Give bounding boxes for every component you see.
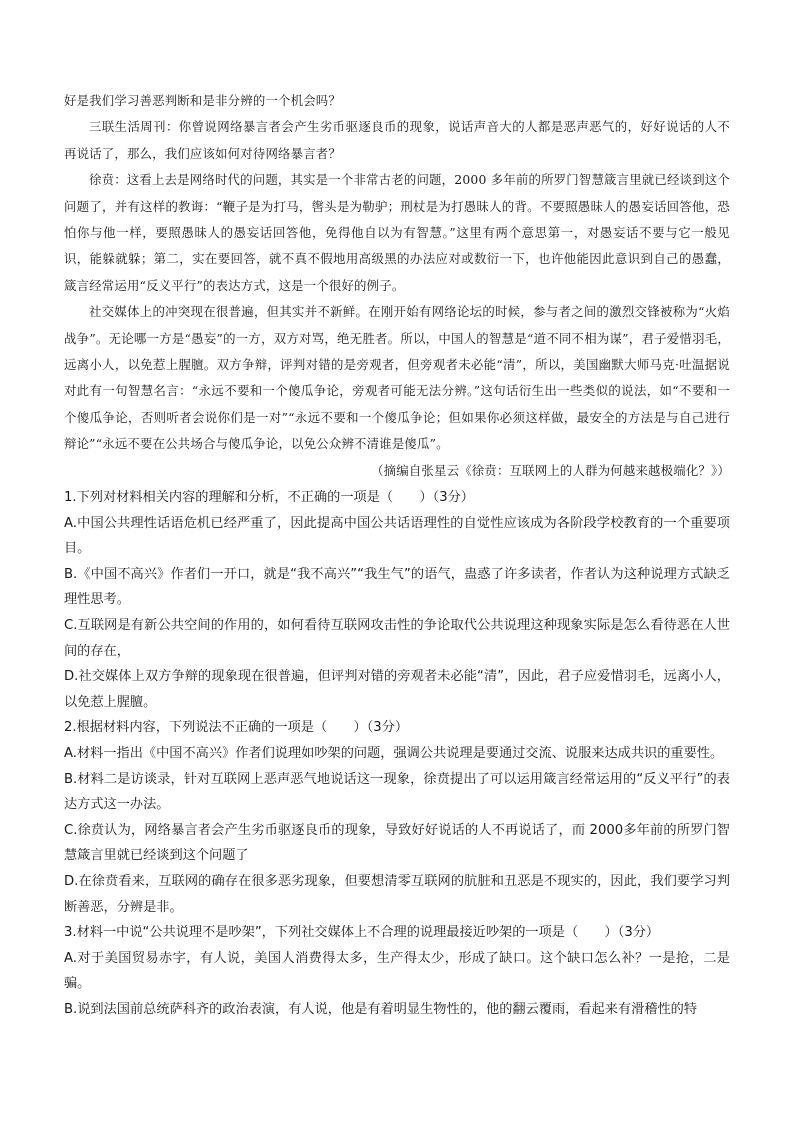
answer-option: D.社交媒体上双方争辩的现象现在很普遍，但评判对错的旁观者未必能“清”，因此，君子应爱惜羽毛，远离小人，以免惹上腥膻。 (64, 669, 730, 710)
question-stem: 2.根据材料内容，下列说法不正确的一项是（ ）（3分） (64, 720, 409, 736)
material-source: （摘编自张星云《徐贲：互联网上的人群为何越来越极端化？》） (371, 462, 730, 478)
answer-option: B.材料二是访谈录，针对互联网上恶声恶气地说话这一现象，徐贲提出了可以运用箴言经常运用的“反义平行”的表达方式这一办法。 (64, 771, 730, 813)
material-paragraph: 三联生活周刊：你曾说网络暴言者会产生劣币驱逐良币的现象，说话声音大的人都是恶声恶气的，好好说话的人不再说话了，那么，我们应该如何对待网络暴言者？ (64, 119, 730, 161)
document-page (64, 88, 730, 1023)
question-list (64, 485, 730, 1022)
material-paragraph: 社交媒体上的冲突现在很普遍，但其实并不新鲜。在刚开始有网络论坛的时候，参与者之间的激烈交锋被称为“火焰战争”。无论哪一方是“愚妄”的一方，双方对骂，绝无胜者。所以，中国人的智慧是“道不同不相为谋”，君子爱惜羽毛，远离小人，以免惹上腥膻。双方争辩，评判对错的是旁观者，但旁观者未必能“清”，所以，美国幽默大师马克·吐温据说对此有一句智慧名言：“永远不要和一个傻瓜争论，旁观者可能无法分辨。”这句话衍生出一些类似的说法，如“不要和一个傻瓜争论，否则听者会说你们是一对”“永远不要和一个傻瓜争论；但如果你必须这样做，最安全的方法是与自己进行辩论”“永远不要在公共场合与傻瓜争论，以免公众辨不清谁是傻瓜”。 (64, 304, 730, 452)
material-paragraph: 好是我们学习善恶判断和是非分辨的一个机会吗？ (64, 93, 341, 108)
material-paragraph: 徐贲：这看上去是网络时代的问题，其实是一个非常古老的问题，2000 多年前的所罗门智慧箴言里就已经谈到这个问题了，并有这样的教诲：“鞭子是为打马，辔头是为勒驴；刑杖是为打愚昧人的背。不要照愚昧人的愚妄话回答他，恐怕你与他一样，要照愚昧人的愚妄话回答他，免得他自以为有智慧。”这里有两个意思第一，对愚妄话不要与它一般见识，能躲就躲；第二，实在要回答，就不真不假地用高级黑的办法应对或数衍一下，也许他能因此意识到自己的愚蠢，箴言经常运用“反义平行”的表达方式，这是一个很好的例子。 (64, 172, 730, 293)
answer-option: B.《中国不高兴》作者们一开口，就是“我不高兴”“我生气”的语气，蛊惑了许多读者，作者认为这种说理方式缺乏理性思考。 (64, 566, 730, 608)
answer-option: A.中国公共理性话语危机已经严重了，因此提高中国公共话语理性的自觉性应该成为各阶段学校教育的一个重要项目。 (64, 515, 730, 557)
question-stem: 1.下列对材料相关内容的理解和分析，不正确的一项是（ ）（3分） (64, 490, 474, 506)
answer-option: A.材料一指出《中国不高兴》作者们说理如吵架的问题，强调公共说理是要通过交流、说服来达成共识的重要性。 (64, 746, 724, 762)
reading-material (64, 88, 730, 484)
answer-option: C.互联网是有新公共空间的作用的，如何看待互联网攻击性的争论取代公共说理这种现象实际是怎么看待恶在人世间的存在， (64, 618, 730, 659)
answer-option: D.在徐贲看来，互联网的确存在很多恶劣现象，但要想清零互联网的肮脏和丑恶是不现实的，因此，我们要学习判断善恶，分辨是非。 (64, 874, 730, 915)
answer-option: C.徐贲认为，网络暴言者会产生劣币驱逐良币的现象，导致好好说话的人不再说话了，而 2000多年前的所罗门智慧箴言里就已经谈到这个问题了 (64, 822, 730, 864)
answer-option: A.对于美国贸易赤字，有人说，美国人消费得太多，生产得太少，形成了缺口。这个缺口怎么补？一是抢，二是骗。 (64, 950, 730, 992)
question-stem: 3.材料一中说“公共说理不是吵架”，下列社交媒体上不合理的说理最接近吵架的一项是（ ）（3分） (64, 925, 660, 941)
answer-option: B.说到法国前总统萨科齐的政治表演，有人说，他是有着明显生物性的，他的翻云覆雨，看起来有滑稽性的特 (64, 1001, 698, 1017)
